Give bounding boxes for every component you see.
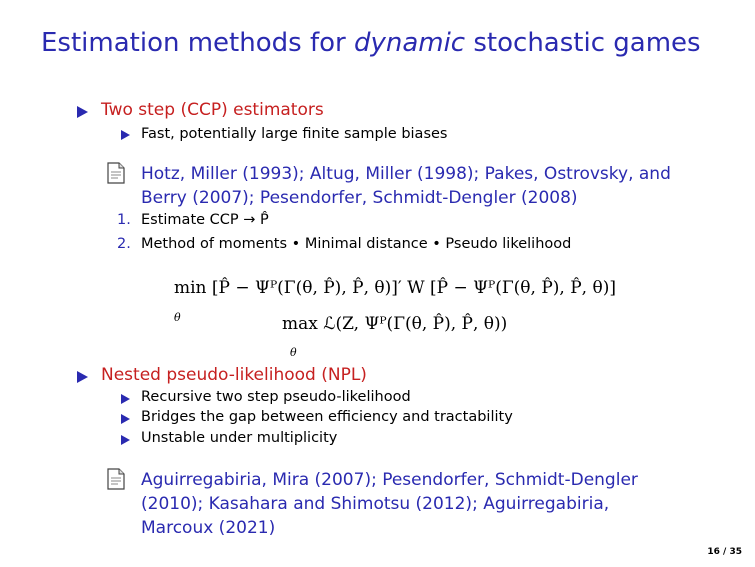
document-icon [107,468,125,490]
equation-subscript: θ [290,346,297,359]
equation-min-distance: min [P̂ − Ψᴾ(Γ(θ, P̂), P̂, θ)]′ W [P̂ − Ψᴾ(Γ(θ, P̂), P̂, θ)] [174,278,616,298]
step-text: Estimate CCP → P̂ [141,212,269,228]
section1-reference: Hotz, Miller (1993); Altug, Miller (1998); Pakes, Ostrovsky, and Berry (2007); Pesendorfer, Schmidt-Dengler (2008) [141,164,671,208]
step-text: Method of moments • Minimal distance • Pseudo likelihood [141,236,572,252]
triangle-bullet-icon [121,394,130,404]
document-icon [107,162,125,184]
step-number: 1. [117,212,131,228]
page-number: 16 / 35 [707,547,742,557]
slide-title: Estimation methods for dynamic stochastic games [41,28,701,58]
triangle-bullet-icon [77,371,88,383]
title-emphasis: dynamic [353,28,466,58]
section2-reference: Aguirregabiria, Mira (2007); Pesendorfer, Schmidt-Dengler (2010); Kasahara and Shimotsu (2012); Aguirregabiria, Marcoux (2021) [141,470,638,538]
triangle-bullet-icon [121,414,130,424]
triangle-bullet-icon [77,106,88,118]
equation-subscript: θ [174,311,181,324]
triangle-bullet-icon [121,130,130,140]
section1-heading: Two step (CCP) estimators [101,100,324,120]
section2-subitem: Recursive two step pseudo-likelihood [141,389,411,405]
section2-heading: Nested pseudo-likelihood (NPL) [101,365,367,385]
step-number: 2. [117,236,131,252]
section2-subitem: Unstable under multiplicity [141,430,338,446]
section1-subitem: Fast, potentially large finite sample biases [141,126,448,142]
equation-pseudo-likelihood: max ℒ(Z, Ψᴾ(Γ(θ, P̂), P̂, θ)) [282,314,508,334]
triangle-bullet-icon [121,435,130,445]
section2-subitem: Bridges the gap between efficiency and tractability [141,409,513,425]
